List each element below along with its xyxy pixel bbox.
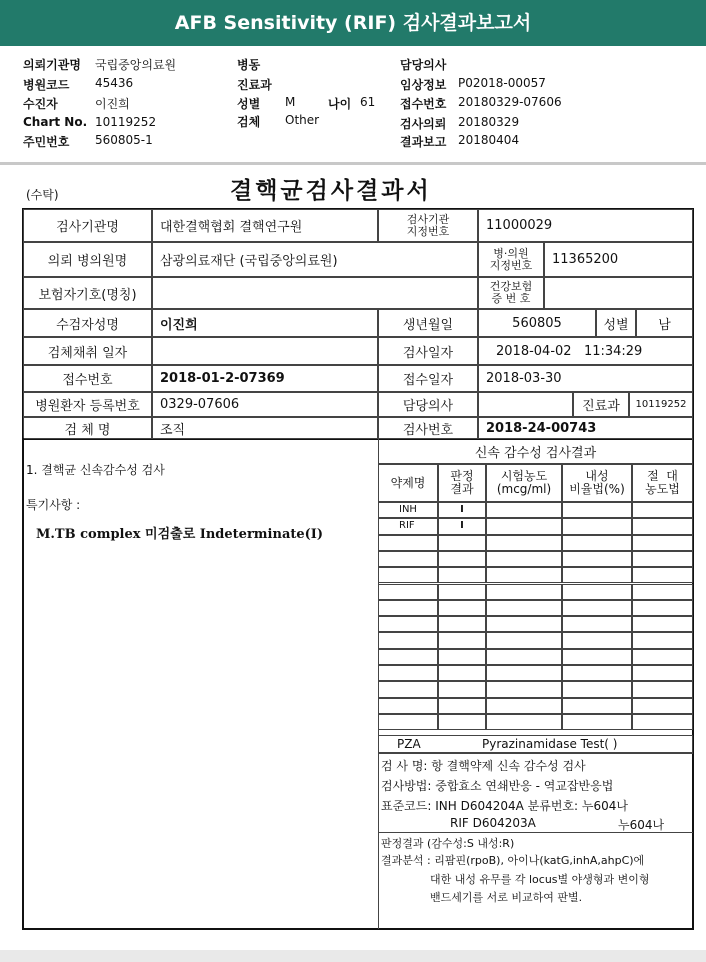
method-line-2: 검사방법: 중합효소 연쇄반응 - 역교잡반응법 bbox=[381, 779, 614, 793]
received-date-value: 2018-03-30 bbox=[478, 365, 693, 392]
susc-empty-cell bbox=[486, 567, 562, 583]
susc-empty-cell bbox=[378, 616, 438, 632]
specimen-label: 검체 bbox=[237, 115, 261, 129]
susc-empty-cell bbox=[378, 665, 438, 681]
test-no-value: 2018-24-00743 bbox=[478, 417, 693, 439]
collector-value: 이진희 bbox=[95, 97, 130, 111]
method-divider bbox=[378, 753, 693, 754]
ward-label: 병동 bbox=[237, 58, 261, 72]
susc-empty-cell bbox=[632, 616, 693, 632]
susc-cell-rif-1: I bbox=[438, 518, 486, 534]
report-title: 결핵균검사결과서 bbox=[230, 177, 432, 204]
susc-empty-cell bbox=[632, 600, 693, 616]
susceptibility-title: 신속 감수성 검사결과 bbox=[378, 438, 693, 464]
resident-value: 560805-1 bbox=[95, 133, 153, 147]
susc-empty-cell bbox=[486, 698, 562, 714]
susc-cell-inh-3 bbox=[562, 502, 632, 518]
susc-empty-cell bbox=[438, 567, 486, 583]
pza-row bbox=[378, 735, 693, 753]
reception-label: 접수번호 bbox=[400, 97, 447, 111]
susc-empty-cell bbox=[486, 551, 562, 567]
method-line-3: 표준코드: INH D604204A 분류번호: 누604나 bbox=[381, 799, 628, 813]
susc-header-3: 내성 비율법(%) bbox=[562, 464, 632, 502]
birth-label: 생년월일 bbox=[378, 309, 478, 337]
susc-empty-cell bbox=[486, 632, 562, 648]
patient-label: 수검자성명 bbox=[23, 309, 152, 337]
receipt-label: (수탁) bbox=[26, 188, 59, 202]
method-line-1: 검 사 명: 항 결핵약제 신속 감수성 검사 bbox=[381, 759, 586, 773]
resident-label: 주민번호 bbox=[23, 135, 70, 149]
susc-empty-cell bbox=[562, 714, 632, 730]
susc-empty-cell bbox=[486, 600, 562, 616]
specimen-label-cell: 검 체 명 bbox=[23, 417, 152, 439]
pza-value: Pyrazinamidase Test( ) bbox=[482, 737, 618, 751]
susc-cell-rif-3 bbox=[562, 518, 632, 534]
susc-empty-cell bbox=[438, 681, 486, 697]
susc-empty-cell bbox=[632, 551, 693, 567]
susc-cell-rif-2 bbox=[486, 518, 562, 534]
interpretation-divider bbox=[378, 832, 693, 833]
report-header-info bbox=[0, 50, 706, 162]
susc-empty-cell bbox=[438, 616, 486, 632]
accession-value: 2018-01-2-07369 bbox=[152, 365, 378, 392]
susc-cell-rif-4 bbox=[632, 518, 693, 534]
susc-empty-cell bbox=[378, 714, 438, 730]
susc-empty-cell bbox=[562, 551, 632, 567]
health-ins-label: 건강보험 증 번 호 bbox=[478, 277, 544, 309]
interp-line-1: 판정결과 (감수성:S 내성:R) bbox=[381, 837, 515, 850]
remarks-label: 특기사항 : bbox=[26, 498, 81, 512]
susc-empty-cell bbox=[486, 681, 562, 697]
institution-label: 검사기관명 bbox=[23, 209, 152, 242]
susc-empty-cell bbox=[378, 584, 438, 600]
interp-line-2: 결과분석 : 리팜핀(rpoB), 아이나(katG,inhA,ahpC)에 bbox=[381, 854, 645, 867]
susc-empty-cell bbox=[486, 535, 562, 551]
doctor-value-cell bbox=[478, 392, 573, 417]
bottom-border bbox=[22, 928, 694, 930]
susc-empty-cell bbox=[562, 567, 632, 583]
susc-empty-cell bbox=[378, 681, 438, 697]
susc-empty-cell bbox=[562, 600, 632, 616]
bottom-margin bbox=[0, 950, 706, 962]
report-label: 결과보고 bbox=[400, 135, 447, 149]
dept-value-cell: 10119252 bbox=[629, 392, 693, 417]
hosp-designated-value: 11365200 bbox=[544, 242, 693, 277]
susc-empty-cell bbox=[632, 698, 693, 714]
birth-value: 560805 bbox=[478, 309, 596, 337]
susc-header-0: 약제명 bbox=[378, 464, 438, 502]
susc-empty-cell bbox=[562, 616, 632, 632]
requesting-value: 삼광의료재단 (국립중앙의료원) bbox=[152, 242, 478, 277]
susc-empty-cell bbox=[486, 649, 562, 665]
susc-empty-cell bbox=[438, 632, 486, 648]
requesting-label: 의뢰 병의원명 bbox=[23, 242, 152, 277]
interp-line-3: 대한 내성 유무를 각 locus별 야생형과 변이형 bbox=[430, 873, 650, 886]
received-date-label: 접수일자 bbox=[378, 365, 478, 392]
susc-empty-cell bbox=[378, 551, 438, 567]
susc-empty-cell bbox=[632, 714, 693, 730]
susc-empty-cell bbox=[438, 551, 486, 567]
insurer-value bbox=[152, 277, 478, 309]
susc-empty-cell bbox=[486, 616, 562, 632]
susc-header-4: 절 대 농도법 bbox=[632, 464, 693, 502]
test-date-value: 2018-04-02 11:34:29 bbox=[478, 337, 693, 365]
susc-empty-cell bbox=[632, 681, 693, 697]
clinical-value: P02018-00057 bbox=[458, 76, 546, 90]
institution-value: 대한결핵협회 결핵연구원 bbox=[152, 209, 378, 242]
request-label: 검사의뢰 bbox=[400, 117, 447, 131]
susc-header-1: 판정 결과 bbox=[438, 464, 486, 502]
susc-cell-inh-4 bbox=[632, 502, 693, 518]
susc-empty-cell bbox=[438, 535, 486, 551]
hospital-label: 의뢰기관명 bbox=[23, 58, 81, 72]
sex-value: M bbox=[285, 95, 296, 109]
hospcode-label: 병원코드 bbox=[23, 78, 70, 92]
susc-empty-cell bbox=[438, 600, 486, 616]
health-ins-value bbox=[544, 277, 693, 309]
susc-empty-cell bbox=[562, 584, 632, 600]
reception-value: 20180329-07606 bbox=[458, 95, 562, 109]
susc-empty-cell bbox=[562, 665, 632, 681]
interp-line-4: 밴드세기를 서로 비교하여 판별. bbox=[430, 891, 583, 904]
susc-empty-cell bbox=[438, 649, 486, 665]
age-value: 61 bbox=[360, 95, 376, 109]
hospital-value: 국립중앙의료원 bbox=[95, 58, 177, 72]
chart-label: Chart No. bbox=[23, 115, 88, 129]
susc-header-2: 시험농도 (mcg/ml) bbox=[486, 464, 562, 502]
patient-reg-label: 병원환자 등록번호 bbox=[23, 392, 152, 417]
report-value: 20180404 bbox=[458, 133, 520, 147]
susc-cell-inh-0: INH bbox=[378, 502, 438, 518]
specimen-value: Other bbox=[285, 113, 320, 127]
dept-label-cell: 진료과 bbox=[573, 392, 629, 417]
susc-empty-cell bbox=[632, 649, 693, 665]
insurer-label: 보험자기호(명칭) bbox=[23, 277, 152, 309]
test-no-label: 검사번호 bbox=[378, 417, 478, 439]
susc-empty-cell bbox=[562, 698, 632, 714]
susc-empty-cell bbox=[562, 649, 632, 665]
susc-empty-cell bbox=[486, 714, 562, 730]
susc-empty-cell bbox=[438, 665, 486, 681]
remarks-value: M.TB complex 미검출로 Indeterminate(I) bbox=[36, 527, 324, 542]
collect-date-value bbox=[152, 337, 378, 365]
susc-empty-cell bbox=[378, 600, 438, 616]
method-line-4b: 누604나 bbox=[618, 818, 665, 832]
susc-empty-cell bbox=[632, 665, 693, 681]
susc-empty-cell bbox=[378, 649, 438, 665]
method-line-4: RIF D604203A bbox=[450, 816, 536, 830]
susc-cell-inh-1: I bbox=[438, 502, 486, 518]
susc-empty-cell bbox=[632, 584, 693, 600]
pza-label: PZA bbox=[397, 737, 421, 751]
age-label: 나이 bbox=[328, 97, 352, 111]
hosp-designated-label: 병·의원 지정번호 bbox=[478, 242, 544, 277]
designated-label: 검사기관 지정번호 bbox=[378, 209, 478, 242]
patient-reg-value: 0329-07606 bbox=[152, 392, 378, 417]
susc-empty-cell bbox=[562, 535, 632, 551]
susc-empty-cell bbox=[632, 567, 693, 583]
clinical-label: 임상정보 bbox=[400, 78, 447, 92]
sex-label: 성별 bbox=[237, 97, 261, 111]
section-title: 1. 결핵균 신속감수성 검사 bbox=[26, 463, 165, 477]
request-value: 20180329 bbox=[458, 115, 520, 129]
specimen-value-cell: 조직 bbox=[152, 417, 378, 439]
susc-cell-rif-0: RIF bbox=[378, 518, 438, 534]
patient-value: 이진희 bbox=[152, 309, 378, 337]
accession-label: 접수번호 bbox=[23, 365, 152, 392]
designated-value: 11000029 bbox=[478, 209, 693, 242]
susc-cell-inh-2 bbox=[486, 502, 562, 518]
test-date-label: 검사일자 bbox=[378, 337, 478, 365]
susc-empty-cell bbox=[378, 567, 438, 583]
page-title: AFB Sensitivity (RIF) 검사결과보고서 bbox=[0, 0, 706, 46]
susc-empty-cell bbox=[562, 681, 632, 697]
susc-empty-cell bbox=[378, 632, 438, 648]
chart-value: 10119252 bbox=[95, 115, 157, 129]
susc-empty-cell bbox=[378, 535, 438, 551]
sex-label-cell: 성별 bbox=[596, 309, 636, 337]
susc-empty-cell bbox=[486, 665, 562, 681]
susc-empty-cell bbox=[378, 698, 438, 714]
susc-empty-cell bbox=[438, 698, 486, 714]
doctor-label: 담당의사 bbox=[400, 58, 447, 72]
susc-empty-cell bbox=[632, 535, 693, 551]
doctor-label-cell: 담당의사 bbox=[378, 392, 478, 417]
susc-empty-cell bbox=[562, 632, 632, 648]
left-border bbox=[22, 438, 24, 930]
susc-empty-cell bbox=[438, 714, 486, 730]
sex-value-cell: 남 bbox=[636, 309, 693, 337]
susc-empty-cell bbox=[486, 584, 562, 600]
susc-empty-cell bbox=[438, 584, 486, 600]
susc-empty-cell bbox=[632, 632, 693, 648]
hospcode-value: 45436 bbox=[95, 76, 134, 90]
collect-date-label: 검체채취 일자 bbox=[23, 337, 152, 365]
dept-label: 진료과 bbox=[237, 78, 272, 92]
collector-label: 수진자 bbox=[23, 97, 58, 111]
